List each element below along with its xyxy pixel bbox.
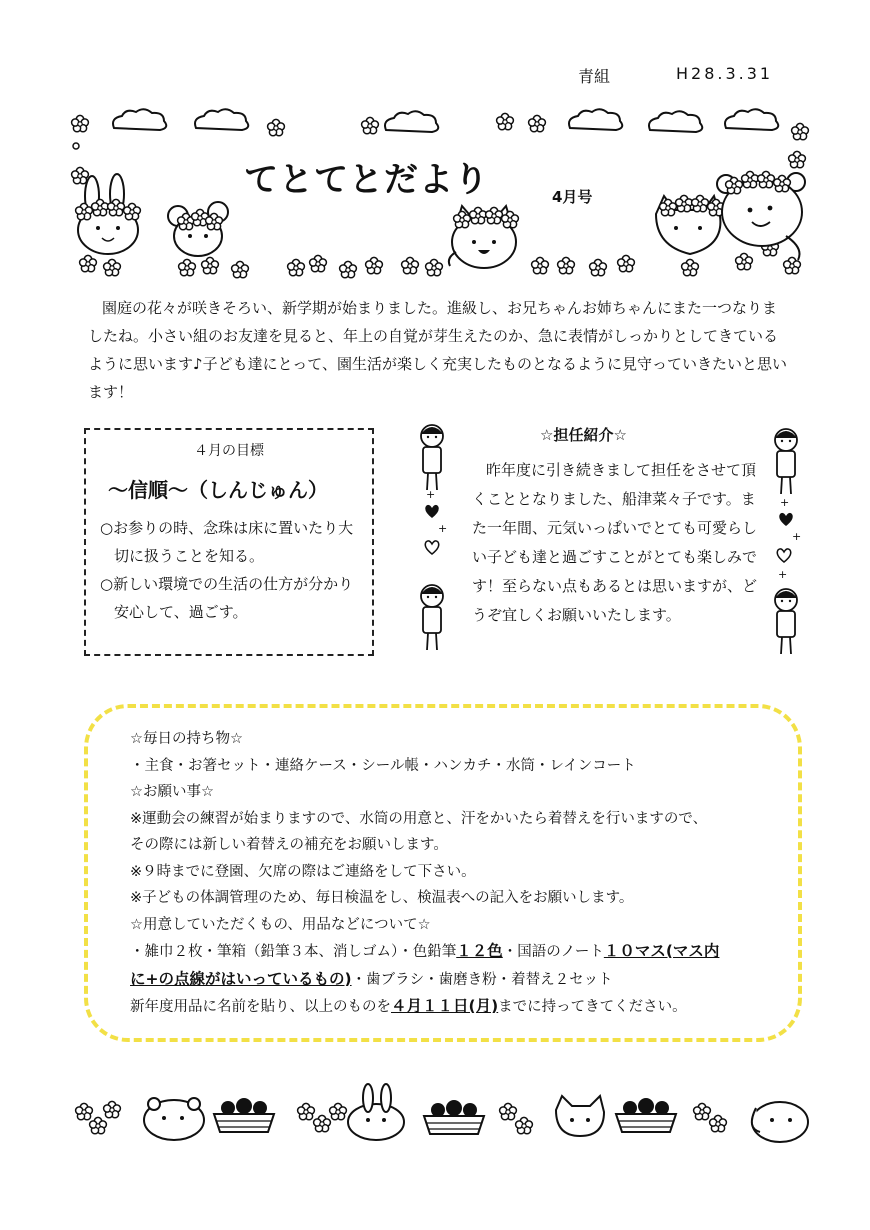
deadline-text: までに持ってきてください。 [498, 999, 687, 1015]
teacher-heading: ☆担任紹介☆ [540, 426, 627, 444]
svg-text:+: + [792, 530, 802, 543]
supplies-text: ・国語のノート [502, 944, 604, 960]
rabbit-face-bottom [348, 1084, 404, 1140]
fox-icon [656, 195, 724, 254]
intro-paragraph: 園庭の花々が咲きそろい、新学期が始まりました。進級し、お兄ちゃんお姉ちゃんにまた一つなりましたね。小さい組のお友達を見ると、年上の自覚が芽生えたのか、急に表情がしっかりとしてきているように思います♪子ども達にとって、園生活が楽しく充実したものとなるように見守っていきたいと思います！ [88, 299, 787, 401]
svg-text:+: + [426, 488, 436, 501]
supplies-heading: ☆用意していただくもの、用品などについて☆ [130, 916, 431, 933]
teacher-intro: 昨年度に引き続きまして担任をさせて頂くこととなりました、船津菜々子です。また一年間、元気いっぱいでとても可愛らしい子ども達と過ごすことがとても楽しみです！至らない点もあるとは思いますが、どうぞ宜しくお願いいたします。 [472, 461, 758, 624]
supplies-line [130, 966, 780, 994]
svg-text:+: + [780, 496, 790, 509]
deadline-date: ４月１１日(月) [391, 997, 499, 1015]
supplies-text: ・歯ブラシ・歯磨き粉・着替え２セット [351, 971, 613, 988]
issue-label: 4月号 [552, 188, 593, 206]
supplies-emphasis: に+の点線がはいっているもの) [130, 969, 352, 988]
goal-item: ○新しい環境での生活の仕方が分かり安心して、過ごす。 [100, 575, 354, 621]
request-line: ※運動会の練習が始まりますので、水筒の用意と、汗をかいたら着替えを行いますので、 [130, 810, 708, 827]
goal-heading: ４月の目標 [194, 443, 264, 459]
daily-items-heading: ☆毎日の持ち物☆ [130, 731, 243, 747]
class-name: 青組 [578, 67, 611, 86]
request-line: ※９時までに登園、欠席の際はご連絡をして下さい。 [130, 863, 476, 880]
cloud-icon [113, 109, 778, 132]
deadline-line [130, 993, 780, 1021]
supplies-emphasis: １０マス(マス内 [603, 942, 720, 960]
svg-text:+: + [438, 522, 448, 535]
supplies-emphasis: １２色 [456, 942, 503, 960]
mouse-icon [168, 202, 228, 256]
svg-text:+: + [778, 568, 788, 581]
supplies-line [130, 938, 780, 966]
request-line: その際には新しい着替えの補充をお願いします。 [130, 837, 448, 853]
cat-face-bottom [556, 1096, 604, 1136]
bear-face-bottom [144, 1098, 204, 1140]
cat-icon [449, 206, 519, 268]
newsletter-title: てとてとだより [244, 160, 489, 200]
request-line: ※子どもの体調管理のため、毎日検温をし、検温表への記入をお願いします。 [130, 890, 634, 906]
monthly-goal-box [84, 428, 374, 656]
daily-items-list: ・主食・お箸セット・連絡ケース・シール帳・ハンカチ・水筒・レインコート [130, 757, 636, 774]
goal-item: ○お参りの時、念珠は床に置いたり大切に扱うことを知る。 [100, 519, 354, 565]
bear-icon [717, 171, 805, 260]
dog-icon [752, 1102, 808, 1142]
requests-heading: ☆お願い事☆ [130, 784, 214, 800]
deadline-text: 新年度用品に名前を貼り、以上のものを [130, 999, 391, 1015]
goal-title: ～信順～（しんじゅん） [108, 478, 328, 502]
supplies-text: ・雑巾２枚・筆箱（鉛筆３本、消しゴム）・色鉛筆 [130, 944, 457, 960]
issue-date: H28.3.31 [676, 64, 774, 83]
goal-list [100, 514, 366, 626]
notices-content [130, 726, 780, 1021]
rabbit-icon [76, 174, 141, 254]
